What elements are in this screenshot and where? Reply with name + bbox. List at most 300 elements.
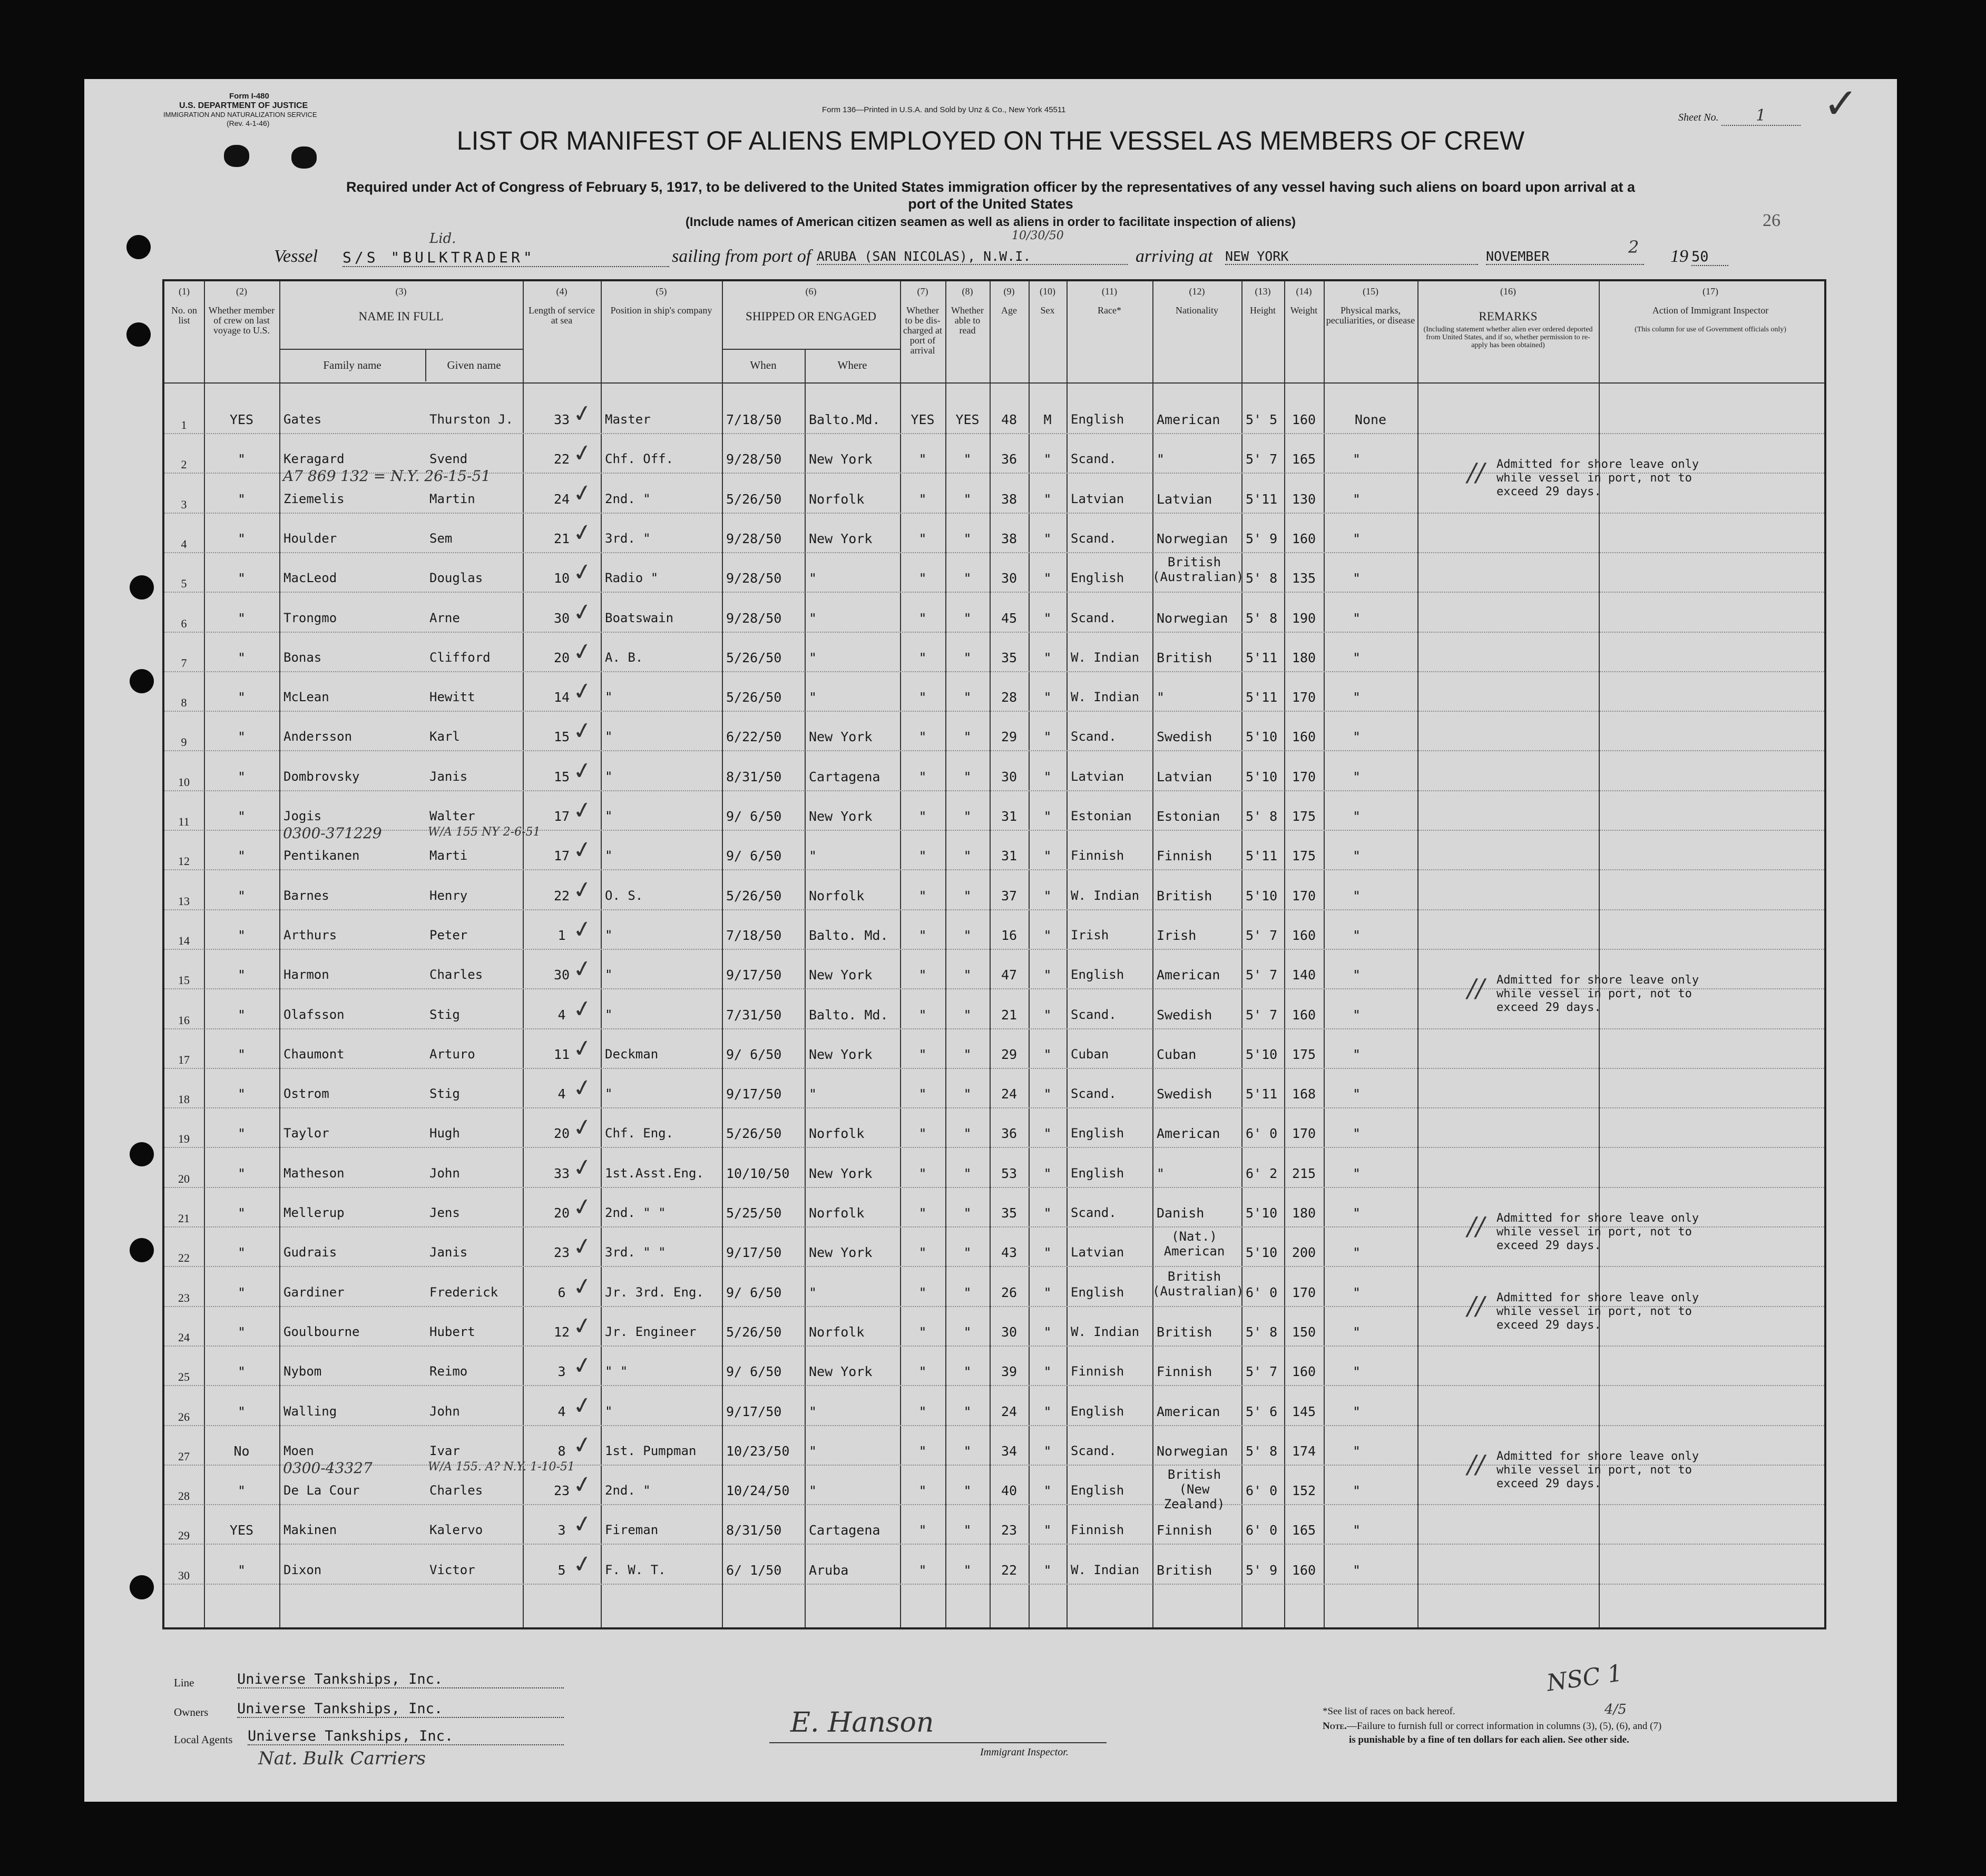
cell-prev: " (237, 1245, 246, 1261)
cell-marks: " (1353, 571, 1361, 586)
cell-weight: 160 (1292, 1007, 1316, 1023)
cell-sex: " (1043, 531, 1052, 546)
cell-nat: Danish (1157, 1205, 1205, 1221)
cell-nat: Latvian (1157, 769, 1212, 784)
cell-prev: " (237, 1086, 246, 1102)
cell-sex: " (1043, 1165, 1052, 1181)
cell-disch: " (918, 1364, 927, 1380)
cell-when: 10/23/50 (726, 1443, 790, 1459)
departure-port: ARUBA (SAN NICOLAS), N.W.I. (817, 249, 1128, 265)
vessel-name: S/S "BULKTRADER" (343, 249, 669, 267)
cell-no: 1 (181, 418, 187, 431)
cell-sex: " (1043, 888, 1052, 903)
cell-position: Radio " (605, 571, 659, 586)
cell-height: 5'10 (1246, 769, 1278, 784)
cell-sex: " (1043, 1562, 1052, 1578)
cell-marks: " (1353, 1046, 1361, 1062)
cell-position: " " (605, 1364, 628, 1379)
cell-weight: 135 (1292, 571, 1316, 586)
cell-family: Arthurs (283, 927, 337, 942)
cell-race: English (1071, 1165, 1124, 1181)
cell-where: " (809, 1284, 817, 1300)
cell-prev: No (233, 1443, 250, 1459)
cell-disch: " (918, 888, 927, 903)
cell-race: English (1071, 1126, 1124, 1141)
cell-marks: " (1353, 1483, 1361, 1499)
cell-where: New York (809, 531, 873, 546)
cell-position: Master (605, 412, 651, 427)
cell-where: Norfolk (809, 1126, 865, 1142)
cell-no: 8 (181, 696, 187, 710)
cell-where: New York (809, 1364, 873, 1380)
cell-weight: 200 (1292, 1245, 1316, 1261)
cell-service: 22 (553, 451, 570, 467)
cell-service: 17 (553, 809, 570, 824)
cell-read: " (963, 610, 972, 626)
cell-when: 9/ 6/50 (726, 1284, 782, 1300)
cell-prev: " (237, 610, 246, 626)
cell-nat: Irish (1157, 927, 1197, 943)
cell-position: " (605, 967, 613, 983)
cell-family: Gardiner (283, 1284, 345, 1300)
cell-disch: " (918, 1126, 927, 1142)
cell-when: 10/10/50 (726, 1165, 790, 1181)
cell-prev: " (237, 1046, 246, 1062)
cell-where: Norfolk (809, 888, 865, 903)
cell-disch: " (918, 451, 927, 467)
check-mark: ✓ (570, 954, 595, 985)
cell-race: Finnish (1071, 1523, 1124, 1538)
cell-nat: British (1157, 1324, 1212, 1340)
cell-sex: " (1043, 1523, 1052, 1538)
column-subheader: Family name (323, 359, 381, 371)
cell-sex: " (1043, 1046, 1052, 1062)
arrival-port: NEW YORK (1225, 249, 1478, 265)
cell-family: Trongmo (283, 610, 337, 625)
cell-no: 26 (178, 1410, 190, 1423)
cell-service: 20 (553, 650, 570, 665)
cell-position: 1st.Asst.Eng. (605, 1165, 704, 1181)
cell-no: 6 (181, 616, 187, 630)
cell-height: 5' 7 (1246, 1007, 1278, 1023)
column-header: Nationality (1176, 305, 1218, 316)
cell-height: 5' 8 (1246, 1324, 1278, 1340)
cell-given: Thurston J. (429, 412, 513, 427)
cell-height: 5'10 (1246, 1046, 1278, 1062)
cell-weight: 170 (1292, 1284, 1316, 1300)
cell-read: " (963, 1523, 972, 1538)
cell-position: Deckman (605, 1046, 659, 1062)
cell-service: 12 (553, 1324, 570, 1340)
row-rule (164, 1028, 1824, 1029)
cell-nat: Norwegian (1157, 531, 1228, 546)
cell-race: Latvian (1071, 769, 1124, 784)
check-mark: ✓ (570, 518, 595, 548)
cell-nat: Swedish (1157, 1086, 1212, 1102)
cell-marks: " (1353, 1086, 1361, 1102)
cell-where: New York (809, 1245, 873, 1261)
cell-family: Olafsson (283, 1007, 345, 1022)
check-mark: ✓ (570, 597, 595, 627)
cell-family: Pentikanen (283, 848, 360, 863)
note-label: Note. (1323, 1721, 1347, 1732)
cell-no: 25 (178, 1370, 190, 1384)
cell-nat: British (1157, 650, 1212, 665)
cell-family: Gates (283, 412, 322, 427)
column-header: Race* (1098, 305, 1121, 316)
page-title: LIST OR MANIFEST OF ALIENS EMPLOYED ON THE VESSEL AS MEMBERS OF CREW (456, 126, 1525, 155)
cell-read: " (963, 927, 972, 943)
row-rule (164, 1068, 1824, 1069)
cell-given: Karl (429, 729, 460, 744)
stamp-sub: 4/5 (1605, 1702, 1627, 1717)
cell-family: Keragard (283, 451, 345, 467)
cell-given: Charles (429, 967, 483, 983)
cell-height: 6' 0 (1246, 1126, 1278, 1142)
year-prefix: 19 (1670, 247, 1688, 266)
cell-read: " (963, 848, 972, 864)
cell-when: 9/17/50 (726, 967, 782, 983)
cell-prev: " (237, 1284, 246, 1300)
cell-no: 14 (178, 934, 190, 947)
cell-weight: 160 (1292, 412, 1316, 427)
cell-prev: " (237, 1007, 246, 1023)
remark-text: Admitted for shore leave only while vessel in port, not to exceed 29 days. (1496, 458, 1699, 499)
binder-hole (130, 669, 154, 693)
races-note: *See list of races on back hereof. (1323, 1706, 1455, 1717)
cell-read: " (963, 1364, 972, 1380)
cell-weight: 215 (1292, 1165, 1316, 1181)
cell-weight: 165 (1292, 451, 1316, 467)
remark-hand-mark: // (1468, 1212, 1485, 1241)
cell-where: Aruba (809, 1562, 849, 1578)
cell-weight: 180 (1292, 650, 1316, 665)
cell-marks: " (1353, 809, 1361, 824)
note-text: —Failure to furnish full or correct information in columns (3), (5), (6), and (7) (1346, 1721, 1662, 1732)
cell-nat: British (Australian) (1152, 555, 1244, 585)
row-rule (164, 433, 1824, 434)
handwritten-annotation: A7 869 132 = N.Y. 26-15-51 (283, 467, 491, 485)
stamp-mark: NSC 1 (1545, 1659, 1625, 1697)
cell-marks: " (1353, 1284, 1361, 1300)
cell-age: 30 (1001, 1324, 1018, 1340)
cell-disch: YES (911, 412, 935, 427)
check-mark: ✓ (570, 994, 595, 1024)
check-mark: ✓ (570, 716, 595, 747)
cell-service: 6 (557, 1284, 566, 1300)
cell-when: 9/17/50 (726, 1245, 782, 1261)
cell-marks: " (1353, 1165, 1361, 1181)
column-header: NAME IN FULL (358, 310, 444, 323)
cell-disch: " (918, 690, 927, 705)
cell-sex: " (1043, 927, 1052, 943)
cell-prev: " (237, 888, 246, 903)
cell-nat: Finnish (1157, 1523, 1212, 1538)
cell-family: Ostrom (283, 1086, 329, 1102)
cell-given: Marti (429, 848, 468, 863)
cell-when: 5/26/50 (726, 1324, 782, 1340)
cell-when: 5/26/50 (726, 888, 782, 903)
cell-given: Reimo (429, 1364, 468, 1379)
cell-given: Victor (429, 1562, 475, 1577)
cell-prev: " (237, 571, 246, 586)
cell-marks: " (1353, 967, 1361, 983)
cell-when: 9/ 6/50 (726, 809, 782, 824)
row-rule (164, 1187, 1824, 1188)
cell-where: New York (809, 451, 873, 467)
cell-where: Cartagena (809, 769, 881, 784)
cell-prev: " (237, 848, 246, 864)
cell-no: 27 (178, 1449, 190, 1463)
cell-family: Jogis (283, 809, 322, 823)
cell-where: New York (809, 967, 873, 983)
cell-race: Cuban (1071, 1046, 1109, 1062)
cell-given: Clifford (429, 650, 491, 665)
cell-read: " (963, 1443, 972, 1459)
cell-family: McLean (283, 690, 329, 705)
cell-no: 3 (181, 497, 187, 511)
cell-service: 30 (553, 610, 570, 626)
handwritten-annotation: 0300-371229 (283, 824, 382, 842)
cell-where: " (809, 1086, 817, 1102)
cell-marks: " (1353, 1364, 1361, 1380)
cell-service: 30 (553, 967, 570, 983)
cell-service: 15 (553, 729, 570, 745)
check-mark: ✓ (570, 1033, 595, 1064)
cell-weight: 174 (1292, 1443, 1316, 1459)
cell-read: " (963, 571, 972, 586)
cell-nat: Latvian (1157, 491, 1212, 507)
row-rule (164, 592, 1824, 593)
cell-position: 2nd. " " (605, 1205, 666, 1220)
cell-weight: 150 (1292, 1324, 1316, 1340)
cell-age: 29 (1001, 1046, 1018, 1062)
cell-read: " (963, 1284, 972, 1300)
cell-prev: " (237, 1324, 246, 1340)
cell-age: 43 (1001, 1245, 1018, 1261)
cell-no: 18 (178, 1093, 190, 1106)
cell-marks: " (1353, 491, 1361, 507)
column-number: (5) (656, 286, 667, 297)
column-header: Action of Immigrant Inspector (1652, 305, 1769, 316)
row-rule (164, 909, 1824, 910)
cell-marks: " (1353, 1245, 1361, 1261)
cell-prev: " (237, 1562, 246, 1578)
sailing-label: sailing from port of (672, 247, 811, 266)
cell-height: 5' 7 (1246, 451, 1278, 467)
cell-nat: Finnish (1157, 848, 1212, 864)
cell-read: " (963, 1483, 972, 1499)
cell-sex: " (1043, 769, 1052, 784)
cell-given: Frederick (429, 1284, 498, 1300)
remark-text: Admitted for shore leave only while vessel in port, not to exceed 29 days. (1496, 1212, 1699, 1252)
cell-when: 5/26/50 (726, 1126, 782, 1142)
column-number: (14) (1296, 286, 1312, 297)
cell-position: 2nd. " (605, 1483, 651, 1498)
cell-marks: " (1353, 769, 1361, 784)
cell-race: Scand. (1071, 729, 1117, 744)
binder-hole (130, 1575, 154, 1599)
cell-race: Estonian (1071, 809, 1132, 823)
cell-disch: " (918, 848, 927, 864)
cell-where: " (809, 571, 817, 586)
cell-service: 1 (557, 927, 566, 943)
cell-disch: " (918, 1284, 927, 1300)
binder-hole (130, 1142, 154, 1166)
cell-read: " (963, 1324, 972, 1340)
header-rule (722, 349, 900, 350)
cell-where: New York (809, 809, 873, 824)
cell-marks: " (1353, 729, 1361, 745)
cell-race: Irish (1071, 927, 1109, 942)
cell-read: " (963, 1205, 972, 1221)
cell-family: Harmon (283, 967, 329, 983)
cell-height: 5'10 (1246, 1245, 1278, 1261)
cell-race: W. Indian (1071, 1562, 1140, 1577)
cell-given: Svend (429, 451, 468, 467)
cell-no: 11 (178, 815, 190, 828)
check-mark: ✓ (570, 1430, 595, 1460)
cell-when: 9/ 6/50 (726, 1364, 782, 1380)
cell-height: 6' 0 (1246, 1483, 1278, 1499)
cell-race: English (1071, 1284, 1124, 1300)
revision: (Rev. 4-1-46) (227, 119, 270, 127)
column-number: (6) (805, 286, 817, 297)
check-mark: ✓ (570, 399, 595, 429)
row-rule (164, 632, 1824, 633)
cell-where: Norfolk (809, 491, 865, 507)
cell-position: 3rd. " " (605, 1245, 666, 1260)
row-rule (164, 1504, 1824, 1505)
row-rule (164, 552, 1824, 553)
cell-nat: American (1157, 1403, 1220, 1419)
cell-weight: 175 (1292, 848, 1316, 864)
departure-date-note: 10/30/50 (1012, 229, 1064, 242)
cell-given: Henry (429, 888, 468, 903)
cell-position: Chf. Eng. (605, 1126, 674, 1141)
cell-weight: 180 (1292, 1205, 1316, 1221)
cell-marks: " (1353, 1403, 1361, 1419)
cell-prev: " (237, 650, 246, 665)
failure-note-2: is punishable by a fine of ten dollars for each alien. See other side. (1349, 1734, 1629, 1745)
cell-when: 9/28/50 (726, 531, 782, 546)
check-mark: ✓ (570, 636, 595, 667)
cell-age: 21 (1001, 1007, 1018, 1023)
cell-family: Goulbourne (283, 1324, 360, 1339)
cell-no: 10 (178, 775, 190, 789)
cell-no: 20 (178, 1172, 190, 1185)
printer-line: Form 136—Printed in U.S.A. and Sold by Unz & Co., New York 45511 (822, 105, 1066, 114)
cell-no: 29 (178, 1529, 190, 1543)
column-header: Whether able to read (951, 305, 984, 336)
cell-weight: 175 (1292, 809, 1316, 824)
cell-prev: " (237, 769, 246, 784)
cell-position: " (605, 1007, 613, 1022)
cell-where: Norfolk (809, 1324, 865, 1340)
cell-disch: " (918, 531, 927, 546)
cell-family: Makinen (283, 1523, 337, 1538)
cell-weight: 160 (1292, 1562, 1316, 1578)
cell-service: 24 (553, 491, 570, 507)
check-mark: ✓ (570, 1192, 595, 1222)
check-mark: ✓ (570, 1271, 595, 1302)
header-rule (279, 349, 523, 350)
cell-given: John (429, 1403, 460, 1419)
cell-race: Latvian (1071, 491, 1124, 506)
cell-height: 5' 8 (1246, 571, 1278, 586)
row-rule (164, 1425, 1824, 1426)
cell-weight: 130 (1292, 491, 1316, 507)
cell-read: " (963, 1046, 972, 1062)
cell-where: Balto.Md. (809, 412, 881, 427)
cell-age: 35 (1001, 1205, 1018, 1221)
check-mark: ✓ (570, 1390, 595, 1421)
column-header: Position in ship's company (610, 305, 712, 316)
cell-where: Balto. Md. (809, 927, 888, 943)
cell-age: 36 (1001, 1126, 1018, 1142)
remark-hand-mark: // (1468, 974, 1485, 1004)
cell-position: " (605, 1403, 613, 1419)
handwritten-annotation: 0300-43327 (283, 1459, 373, 1477)
cell-position: " (605, 769, 613, 784)
cell-prev: " (237, 729, 246, 745)
cell-family: Gudrais (283, 1245, 337, 1260)
column-header: Whether member of crew on last voyage to U.S. (208, 305, 275, 336)
cell-sex: " (1043, 451, 1052, 467)
cell-where: " (809, 1403, 817, 1419)
cell-sex: " (1043, 1443, 1052, 1459)
cell-height: 5'11 (1246, 848, 1278, 864)
cell-service: 15 (553, 769, 570, 784)
cell-where: " (809, 650, 817, 665)
cell-marks: " (1353, 927, 1361, 943)
cell-nat: American (1157, 967, 1220, 983)
cell-disch: " (918, 1403, 927, 1419)
cell-height: 5' 7 (1246, 1364, 1278, 1380)
cell-marks: " (1353, 451, 1361, 467)
cell-race: English (1071, 412, 1124, 427)
cell-age: 35 (1001, 650, 1018, 665)
cell-height: 5' 6 (1246, 1403, 1278, 1419)
cell-read: " (963, 690, 972, 705)
cell-sex: " (1043, 1284, 1052, 1300)
cell-height: 6' 0 (1246, 1523, 1278, 1538)
cell-given: Ivar (429, 1443, 460, 1458)
cell-family: Matheson (283, 1165, 345, 1181)
cell-nat: (Nat.) American (1163, 1229, 1225, 1259)
cell-read: " (963, 491, 972, 507)
cell-position: A. B. (605, 650, 643, 665)
cell-height: 5' 8 (1246, 610, 1278, 626)
cell-where: Norfolk (809, 1205, 865, 1221)
cell-sex: " (1043, 491, 1052, 507)
column-header: Weight (1290, 305, 1318, 316)
cell-age: 39 (1001, 1364, 1018, 1380)
cell-disch: " (918, 491, 927, 507)
cell-read: " (963, 1403, 972, 1419)
cell-disch: " (918, 1523, 927, 1538)
cell-height: 5'11 (1246, 491, 1278, 507)
column-header: Length of service at sea (529, 305, 595, 326)
column-number: (13) (1255, 286, 1271, 297)
cell-no: 7 (181, 656, 187, 670)
cell-weight: 160 (1292, 927, 1316, 943)
cell-position: Chf. Off. (605, 451, 674, 467)
cell-when: 5/26/50 (726, 690, 782, 705)
cell-service: 20 (553, 1126, 570, 1142)
cell-age: 45 (1001, 610, 1018, 626)
check-mark: ✓ (570, 795, 595, 826)
